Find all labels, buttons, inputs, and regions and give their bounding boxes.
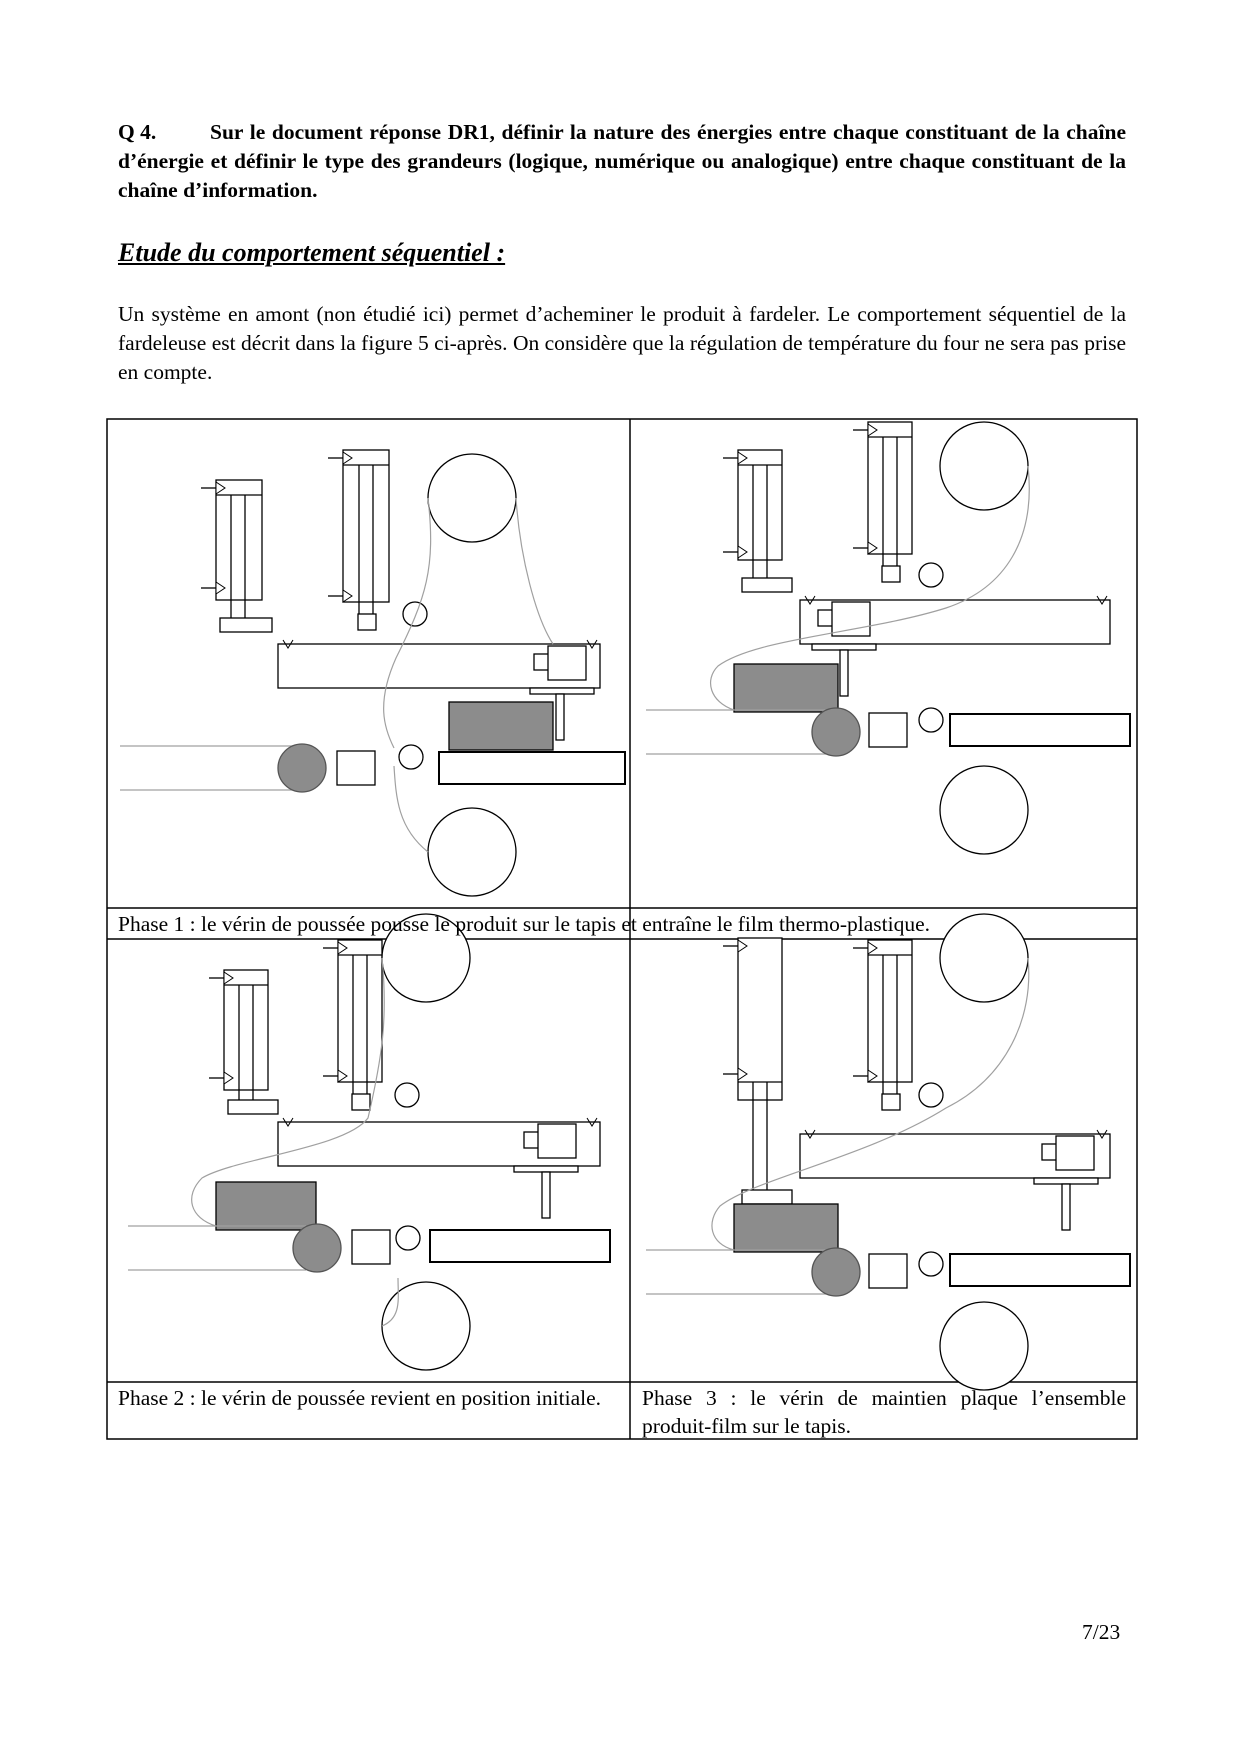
diagram-phase-2	[128, 914, 610, 1370]
question-text: Sur le document réponse DR1, définir la nature des énergies entre chaque constituant de la chaîne d’énergie et définir le type des grandeurs (logique, numérique ou analogique) entre chaque constituant de la chaîne d’information.	[118, 120, 1126, 202]
figure-phases	[106, 418, 1138, 1440]
section-title: Etude du comportement séquentiel :	[118, 238, 506, 267]
caption-phase-2: Phase 2 : le vérin de poussée revient en position initiale.	[118, 1386, 602, 1410]
caption-phase-1: Phase 1 : le vérin de poussée pousse le produit sur le tapis et entraîne le film thermo-plastique.	[118, 912, 931, 936]
diagram-phase-3	[646, 914, 1130, 1390]
page-number: 7/23	[1082, 1620, 1121, 1644]
caption-phase-3: Phase 3 : le vérin de maintien plaque l’ensemble produit-film sur le tapis.	[642, 1386, 1126, 1438]
diagram-phase-1-end	[646, 422, 1130, 854]
intro-paragraph: Un système en amont (non étudié ici) permet d’acheminer le produit à fardeler. Le comportement séquentiel de la fardeleuse est décrit dans la figure 5 ci-après. On considère que la régulation de température du four ne sera pas prise en compte.	[118, 302, 1126, 384]
question-q4	[118, 118, 1126, 205]
diagram-phase-1	[120, 450, 625, 896]
question-number: Q 4.	[118, 120, 157, 144]
